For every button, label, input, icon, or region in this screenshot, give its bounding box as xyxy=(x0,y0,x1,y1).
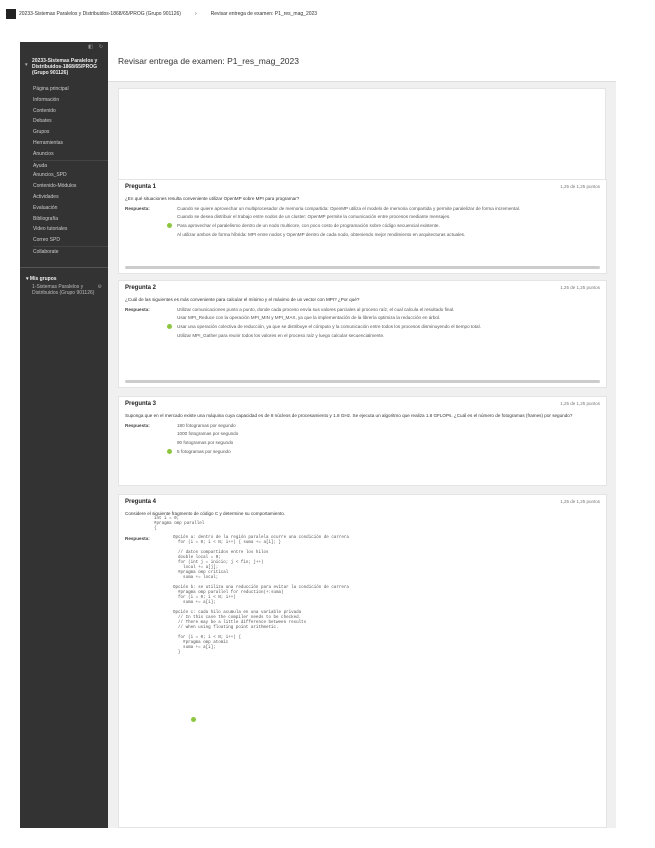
check-icon xyxy=(167,324,172,329)
group-item-label: 1-Sistemas Paralelos y Distribuidos (Grupo 901126) xyxy=(32,283,95,296)
answer-option xyxy=(169,232,600,238)
course-title-label: 20233-Sistemas Paralelos y Distribuidos-1868/65/PROG (Grupo 901126) xyxy=(32,58,98,76)
sidebar-item[interactable]: Ayuda xyxy=(33,160,108,171)
question-points: 1,25 de 1,25 puntos xyxy=(560,499,600,504)
sidebar-item[interactable]: Grupos xyxy=(33,129,50,136)
breadcrumb-exam: Revisar entrega de examen: P1_res_mag_2023 xyxy=(210,11,318,17)
question-number: Pregunta 1 xyxy=(125,184,157,190)
chevron-down-icon: ▾ xyxy=(25,62,28,68)
course-menu xyxy=(20,80,108,257)
sidebar-item[interactable]: Video tutoriales xyxy=(33,226,68,233)
answer-option-text: Utilizar comunicaciones punto a punto, donde cada proceso envía sus valores parciales al proceso raíz, el cual calcula el resultado final. xyxy=(177,306,455,312)
course-title[interactable] xyxy=(20,52,108,80)
code-line: Opción a: dentro de la región paralela ocurre una condición de carrera xyxy=(173,535,349,540)
answer-option-text: Utilizar MPI_Gather para reunir todos los valores en el proceso raíz y luego calcular secuencialmente. xyxy=(177,332,385,338)
code-line: local += a[j]; xyxy=(173,565,219,570)
sidebar-item[interactable]: Contenido xyxy=(33,107,56,114)
answer-options xyxy=(169,423,600,457)
question-points: 1,25 de 1,25 puntos xyxy=(560,285,600,290)
sidebar-item[interactable]: Anuncios_SPD xyxy=(33,172,67,179)
code-line: #pragma omp parallel for reduction(+:suma) xyxy=(173,590,284,595)
sidebar-item[interactable]: Página principal xyxy=(33,86,69,92)
answer-option-text: Para aprovechar el paralelismo dentro de un nodo multicore, con poco costo de programación sobre código secuencial existente. xyxy=(177,222,440,228)
answer-option xyxy=(169,423,600,429)
question-1 xyxy=(118,179,607,274)
answer-options xyxy=(169,206,600,240)
sidebar-item[interactable]: Información xyxy=(33,96,60,103)
horizontal-scrollbar[interactable] xyxy=(125,266,600,269)
code-line: // In this case the compiler needs to be checked. xyxy=(173,615,302,620)
question-text: Considere el siguiente fragmento de código C y determine su comportamiento. xyxy=(125,511,286,516)
code-line: // datos compartidos entre los hilos xyxy=(173,550,269,555)
sidebar-item[interactable]: Evaluación xyxy=(33,204,58,211)
code-line: Opción b: se utiliza una reducción para evitar la condición de carrera xyxy=(173,585,349,590)
sidebar-item[interactable]: Debates xyxy=(33,118,52,125)
sidebar-item[interactable]: Correo SPD xyxy=(33,237,60,244)
code-line: for (i = 0; i < N; i++) xyxy=(173,595,236,600)
answer-option-text: Cuando se desea distribuir el trabajo entre nodos de un cluster: OpenMP permite la comunicación entre procesos mediante mensajes. xyxy=(177,214,451,220)
response-label: Respuesta: xyxy=(125,205,150,211)
sidebar-item[interactable]: Anuncios xyxy=(33,150,54,157)
answer-option xyxy=(169,214,600,220)
answer-code xyxy=(169,536,600,656)
breadcrumb-separator: › xyxy=(194,11,197,17)
code-line: for (int j = inicio; j < fin; j++) xyxy=(173,560,264,565)
refresh-icon[interactable]: ↻ xyxy=(98,44,103,50)
question-text: ¿En qué situaciones resulta conveniente utilizar OpenMP sobre MPI para programar? xyxy=(125,196,300,201)
app-logo-icon xyxy=(6,9,16,19)
code-line: #pragma omp atomic xyxy=(173,640,229,645)
answer-option xyxy=(169,307,600,313)
correct-answer-icon xyxy=(191,717,196,723)
question-points: 1,25 de 1,25 puntos xyxy=(560,401,600,406)
code-line: // when using floating point arithmetic. xyxy=(173,625,279,630)
question-text: ¿Cuál de las siguientes es más conveniente para calcular el mínimo y el máximo de un vector con MPI? ¿Por qué? xyxy=(125,297,360,302)
sidebar-item[interactable]: Herramientas xyxy=(33,139,64,146)
answer-option xyxy=(169,223,600,229)
chevron-down-icon: ▾ xyxy=(26,275,29,282)
course-sidebar xyxy=(20,42,108,828)
answer-option xyxy=(169,324,600,330)
question-2 xyxy=(118,280,607,388)
answer-option xyxy=(169,315,600,321)
code-line: suma += a[i]; xyxy=(173,645,216,650)
answer-option-text: 1000 fotogramas por segundo xyxy=(177,431,239,437)
sidebar-item[interactable]: Contenido-Módulos xyxy=(33,183,77,190)
question-number: Pregunta 2 xyxy=(125,285,157,291)
attempt-summary-panel xyxy=(118,88,606,188)
my-groups-section xyxy=(20,267,108,296)
answer-option xyxy=(169,440,600,446)
question-number: Pregunta 4 xyxy=(125,499,157,505)
response-label: Respuesta: xyxy=(125,306,150,312)
question-code: int i = 0; #pragma omp parallel { xyxy=(154,516,205,531)
code-line: #pragma omp critical xyxy=(173,570,229,575)
question-3 xyxy=(118,396,607,486)
main-content xyxy=(108,42,616,828)
code-line: suma += a[i]; xyxy=(173,600,216,605)
answer-option xyxy=(169,449,600,455)
group-item[interactable] xyxy=(26,284,102,296)
answer-option-text: 5 fotogramas por segundo xyxy=(177,448,231,454)
code-line: for (i = 0; i < N; i++) { suma += a[i]; } xyxy=(173,540,282,545)
code-line: double local = 0; xyxy=(173,555,221,560)
answer-option xyxy=(169,431,600,437)
top-breadcrumb-bar xyxy=(0,0,655,28)
question-4 xyxy=(118,494,607,828)
answer-option-text: 180 fotogramas por segundo xyxy=(177,422,236,428)
response-label: Respuesta: xyxy=(125,535,150,541)
answer-option xyxy=(169,333,600,339)
sidebar-item[interactable]: Collaborate xyxy=(33,246,108,257)
code-line: } xyxy=(173,650,181,655)
sidebar-toolbar xyxy=(20,42,108,52)
groups-header[interactable] xyxy=(26,276,102,284)
horizontal-scrollbar[interactable] xyxy=(125,380,600,383)
code-line: for (i = 0; i < N; i++) { xyxy=(173,635,241,640)
sidebar-item[interactable]: Actividades xyxy=(33,193,59,200)
code-line: Opción c: cada hilo acumula en una variable privada xyxy=(173,610,302,615)
answer-options xyxy=(169,307,600,341)
answer-option-text: Usar MPI_Reduce con la operación MPI_MIN y MPI_MAX, ya que la implementación de la librería optimiza la reducción en árbol. xyxy=(177,315,441,321)
question-points: 1,25 de 1,25 puntos xyxy=(560,184,600,189)
response-label: Respuesta: xyxy=(125,422,150,428)
sidebar-item[interactable]: Bibliografía xyxy=(33,215,59,222)
check-icon xyxy=(167,223,172,228)
answer-option-text: Al utilizar ambos de forma híbrida: MPI entre nodos y OpenMP dentro de cada nodo, obteniendo mejor rendimiento en arquitecturas actuales. xyxy=(177,231,466,237)
gear-icon[interactable]: ⚙ xyxy=(97,283,102,290)
page-title: Revisar entrega de examen: P1_res_mag_2023 xyxy=(108,42,616,82)
groups-header-label: Mis grupos xyxy=(29,275,57,282)
check-icon xyxy=(167,449,172,454)
code-line: suma += local; xyxy=(173,575,219,580)
code-line: // There may be a little difference between results xyxy=(173,620,307,625)
answer-option-text: 90 fotogramas por segundo xyxy=(177,439,234,445)
answer-option-text: Cuando se quiere aprovechar un multiprocesador de memoria compartida: OpenMP utiliza el modelo de memoria compartida y permite paralelizar de forma incremental. xyxy=(177,205,521,211)
collapse-icon[interactable]: ◧ xyxy=(88,44,93,50)
question-text: Suponga que en el mercado existe una máquina cuya capacidad es de 8 núcleos de procesamiento y 1.8 GHz. Se ejecuta un algoritmo que realiza 1.8 GFLOPs. ¿Cuál es el número de fotogramas (frames) por segundo? xyxy=(125,413,573,418)
answer-option-text: Usar una operación colectiva de reducción, ya que se distribuye el cómputo y la comunicación entre todos los procesos disminuyendo el tiempo total. xyxy=(177,323,481,329)
answer-option xyxy=(169,206,600,212)
question-number: Pregunta 3 xyxy=(125,401,157,407)
breadcrumb-course[interactable]: 20233-Sistemas Paralelos y Distribuidos-1868/65/PROG (Grupo 901126) xyxy=(19,11,181,17)
